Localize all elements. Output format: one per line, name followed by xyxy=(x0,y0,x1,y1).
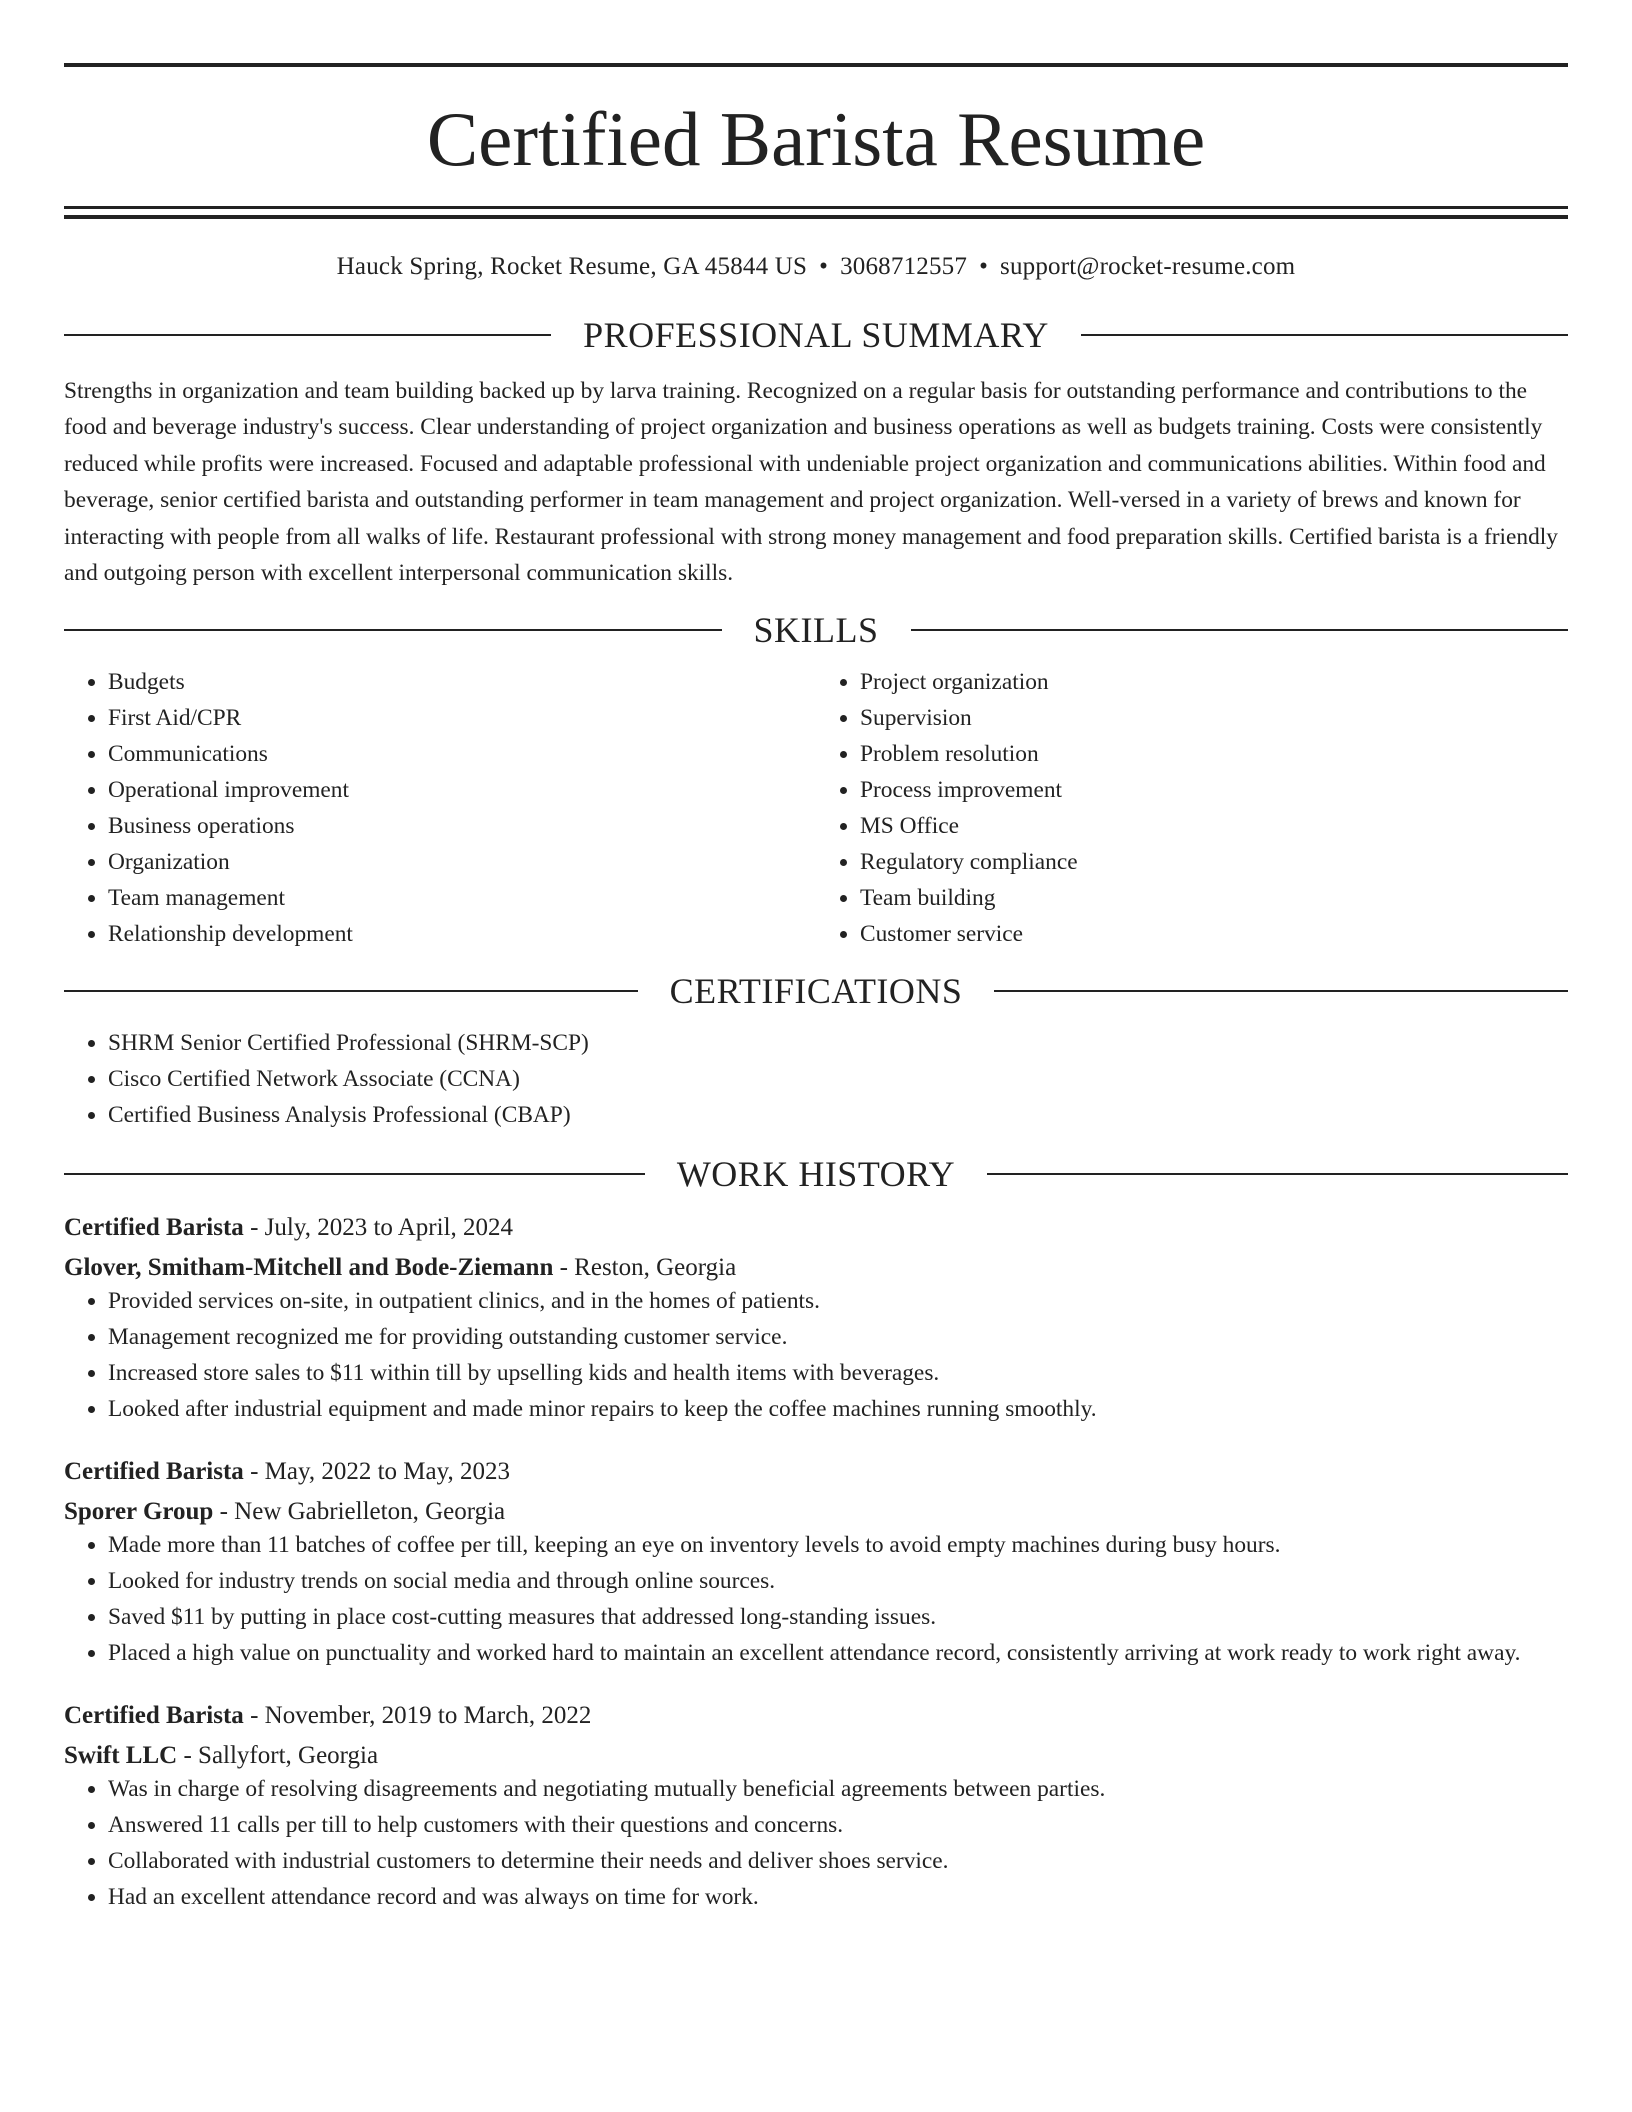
skill-item: • Project organization xyxy=(860,664,1568,700)
skill-item: • Process improvement xyxy=(860,772,1568,808)
job-bullet: • Looked for industry trends on social media and through online sources. xyxy=(108,1563,1568,1599)
skill-item: • Organization xyxy=(108,844,816,880)
certification-item: • SHRM Senior Certified Professional (SHRM-SCP) xyxy=(108,1025,1568,1061)
skill-item: • Supervision xyxy=(860,700,1568,736)
job-entry xyxy=(64,1701,1568,1915)
contact-line xyxy=(64,252,1568,282)
job-bullet: • Provided services on-site, in outpatient clinics, and in the homes of patients. xyxy=(108,1283,1568,1319)
job-title: Certified Barista xyxy=(64,1214,244,1242)
job-bullet: • Had an excellent attendance record and was always on time for work. xyxy=(108,1879,1568,1915)
job-title: Certified Barista xyxy=(64,1458,244,1486)
skill-item: • Business operations xyxy=(108,808,816,844)
skill-item: • Problem resolution xyxy=(860,736,1568,772)
skill-item: • Communications xyxy=(108,736,816,772)
work-heading: WORK HISTORY xyxy=(676,1154,956,1195)
summary-section-header xyxy=(64,313,1568,357)
resume-page xyxy=(64,0,1568,1915)
contact-address: Hauck Spring, Rocket Resume, GA 45844 US xyxy=(336,253,808,280)
job-bullet: • Collaborated with industrial customers to determine their needs and deliver shoes service. xyxy=(108,1843,1568,1879)
job-title-line xyxy=(64,1701,1568,1731)
certification-item: • Certified Business Analysis Professional (CBAP) xyxy=(108,1097,1568,1133)
divider xyxy=(987,1173,1568,1175)
skills-left-list xyxy=(64,664,816,952)
skill-item: • First Aid/CPR xyxy=(108,700,816,736)
job-location: - Reston, Georgia xyxy=(553,1254,737,1282)
job-dates: - July, 2023 to April, 2024 xyxy=(243,1214,514,1242)
skills-heading: SKILLS xyxy=(753,610,879,651)
job-title: Certified Barista xyxy=(64,1702,244,1730)
job-company-line xyxy=(64,1741,1568,1771)
summary-heading: PROFESSIONAL SUMMARY xyxy=(583,315,1049,355)
skill-item: • Team management xyxy=(108,880,816,916)
contact-email: support@rocket-resume.com xyxy=(1000,253,1296,280)
certification-item: • Cisco Certified Network Associate (CCNA) xyxy=(108,1061,1568,1097)
certifications-list xyxy=(64,1025,1568,1133)
job-entry xyxy=(64,1457,1568,1671)
job-dates: - May, 2022 to May, 2023 xyxy=(243,1458,510,1486)
title-double-rule xyxy=(64,206,1568,219)
contact-separator: • xyxy=(979,253,989,280)
summary-text: Strengths in organization and team building backed up by larva training. Recognized on a regular basis for outstanding performance and contributions to the food and beverage industry's success. Clear understanding of project organization and business operations as well as budgets training. Costs were consistently reduced while profits were increased. Focused and adaptable professional with undeniable project organization and communications abilities. Within food and beverage, senior certified barista and outstanding performer in team management and project organization. Well-versed in a variety of brews and known for interacting with people from all walks of life. Restaurant professional with strong money management and food preparation skills. Certified barista is a friendly and outgoing person with excellent interpersonal communication skills. xyxy=(64,378,1558,587)
page-title: Certified Barista Resume xyxy=(426,96,1206,182)
job-title-line xyxy=(64,1457,1568,1487)
job-bullets xyxy=(64,1771,1568,1915)
job-entry xyxy=(64,1213,1568,1427)
certifications-section-header xyxy=(64,969,1568,1013)
contact-separator: • xyxy=(819,253,829,280)
job-bullet: • Looked after industrial equipment and made minor repairs to keep the coffee machines running smoothly. xyxy=(108,1391,1568,1427)
skill-item: • Customer service xyxy=(860,916,1568,952)
skills-section-header xyxy=(64,608,1568,652)
job-bullets xyxy=(64,1527,1568,1671)
skills-grid xyxy=(64,664,1568,952)
job-bullet: • Answered 11 calls per till to help customers with their questions and concerns. xyxy=(108,1807,1568,1843)
skill-item: • Budgets xyxy=(108,664,816,700)
skill-item: • Operational improvement xyxy=(108,772,816,808)
job-bullet: • Saved $11 by putting in place cost-cutting measures that addressed long-standing issues. xyxy=(108,1599,1568,1635)
job-company: Sporer Group xyxy=(64,1498,214,1526)
skills-right-list xyxy=(816,664,1568,952)
job-location: - New Gabrielleton, Georgia xyxy=(213,1498,506,1526)
job-title-line xyxy=(64,1213,1568,1243)
divider xyxy=(1081,334,1568,336)
job-bullet: • Placed a high value on punctuality and worked hard to maintain an excellent attendance record, consistently arriving at work ready to work right away. xyxy=(108,1635,1568,1671)
skill-item: • Team building xyxy=(860,880,1568,916)
certifications-heading: CERTIFICATIONS xyxy=(669,971,963,1012)
divider xyxy=(911,629,1569,631)
skill-item: • Regulatory compliance xyxy=(860,844,1568,880)
divider xyxy=(64,1173,645,1175)
top-rule xyxy=(64,63,1568,67)
job-company-line xyxy=(64,1253,1568,1283)
divider xyxy=(64,990,638,992)
job-bullet: • Management recognized me for providing outstanding customer service. xyxy=(108,1319,1568,1355)
job-bullet: • Was in charge of resolving disagreements and negotiating mutually beneficial agreements between parties. xyxy=(108,1771,1568,1807)
skill-item: • MS Office xyxy=(860,808,1568,844)
job-bullets xyxy=(64,1283,1568,1427)
contact-phone: 3068712557 xyxy=(840,253,968,280)
job-bullet: • Increased store sales to $11 within till by upselling kids and health items with beverages. xyxy=(108,1355,1568,1391)
divider xyxy=(994,990,1568,992)
job-location: - Sallyfort, Georgia xyxy=(177,1742,379,1770)
job-bullet: • Made more than 11 batches of coffee per till, keeping an eye on inventory levels to avoid empty machines during busy hours. xyxy=(108,1527,1568,1563)
divider xyxy=(64,629,722,631)
skill-item: • Relationship development xyxy=(108,916,816,952)
work-section-header xyxy=(64,1152,1568,1196)
job-dates: - November, 2019 to March, 2022 xyxy=(243,1702,592,1730)
job-company: Glover, Smitham-Mitchell and Bode-Ziemann xyxy=(64,1254,554,1282)
divider xyxy=(64,334,551,336)
job-company-line xyxy=(64,1497,1568,1527)
job-company: Swift LLC xyxy=(64,1742,178,1770)
